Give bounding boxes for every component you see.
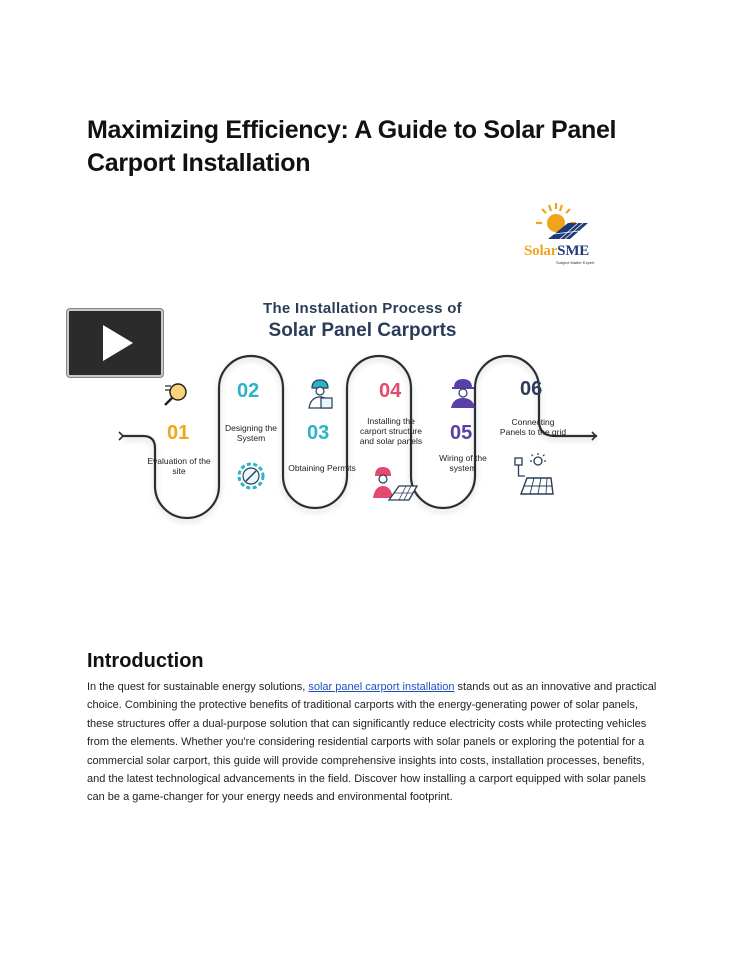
installation-process-infographic <box>115 296 610 526</box>
introduction-paragraph: In the quest for sustainable energy solutions, solar panel carport installation stands out as an innovative and practical choice. Combining the protective benefits of traditional carports with the energy-generating power of solar panels, these structures offer a dual-purpose solution that can significantly reduce electricity costs while protecting vehicles from the elements. Whether you're considering residential carports with solar panels or exploring the potential for a commercial solar carport, this guide will provide comprehensive insights into costs, installation processes, benefits, and the latest technological advancements in the field. Discover how installing a carport equipped with solar panels can be a game-changer for your energy needs and environmental footprint. <box>87 681 657 804</box>
step-label-06: Connecting Panels to the grid <box>499 417 567 437</box>
video-play-button[interactable] <box>67 309 163 377</box>
worker-clipboard-icon <box>303 376 339 412</box>
step-number-02: 02 <box>237 380 260 402</box>
step-number-01: 01 <box>167 422 190 444</box>
magnifier-icon <box>161 380 191 410</box>
sun-panel-icon <box>518 201 610 245</box>
step-number-06: 06 <box>520 378 543 400</box>
solarsme-logo <box>518 201 610 269</box>
gear-icon <box>231 456 271 496</box>
logo-wordmark: SolarSME <box>524 243 590 259</box>
step-label-02: Designing the System <box>225 423 277 443</box>
step-label-01: Evaluation of the site <box>147 456 211 476</box>
solar-carport-installation-link[interactable]: solar panel carport installation <box>308 681 455 693</box>
step-label-05: Wiring of the system <box>439 453 487 473</box>
page-title: Maximizing Efficiency: A Guide to Solar Panel Carport Installation <box>87 116 617 177</box>
step-number-03: 03 <box>307 422 330 444</box>
infographic-title-line2: Solar Panel Carports <box>268 320 457 341</box>
step-label-03: Obtaining Permits <box>288 463 356 473</box>
infographic-title-line1: The Installation Process of <box>263 300 462 317</box>
worker-panel-icon <box>371 464 419 504</box>
section-heading-introduction: Introduction <box>87 650 204 672</box>
logo-tagline: Subject Matter Expert <box>556 260 595 265</box>
step-label-04: Installing the carport structure and solar panels <box>359 416 423 446</box>
solar-grid-icon <box>511 452 557 498</box>
play-icon <box>69 311 161 375</box>
step-number-04: 04 <box>379 380 402 402</box>
step-number-05: 05 <box>450 422 473 444</box>
worker-icon <box>446 376 480 410</box>
